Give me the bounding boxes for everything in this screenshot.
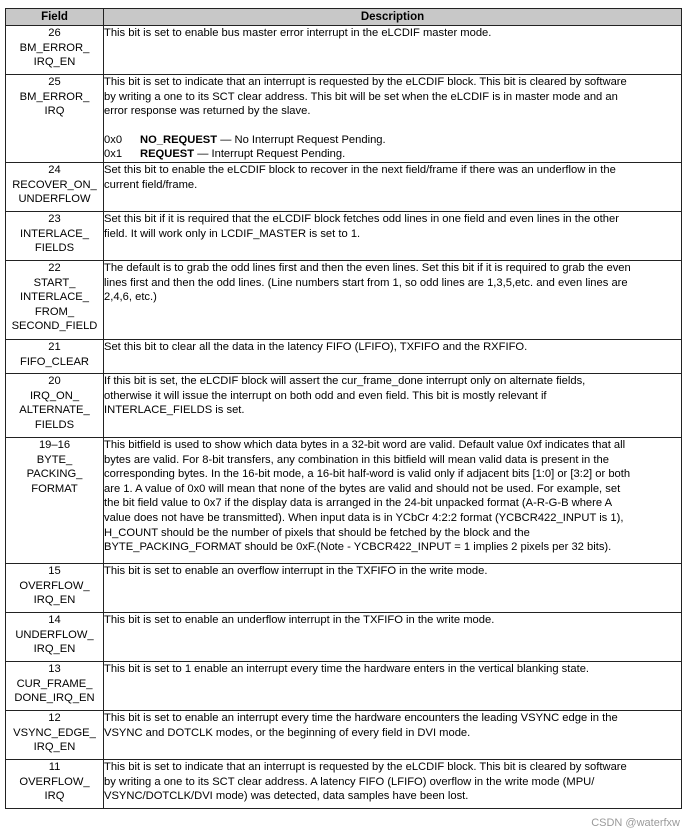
field-name-line: BM_ERROR_ bbox=[19, 90, 90, 103]
description-line: INTERLACE_FIELDS is set. bbox=[104, 404, 245, 417]
field-name-line: ALTERNATE_ bbox=[19, 404, 90, 417]
field-cell bbox=[6, 612, 104, 661]
field-cell bbox=[6, 437, 104, 563]
field-name-line: IRQ_EN bbox=[33, 56, 76, 69]
description-line: This bitfield is used to show which data bytes in a 32-bit word are valid. Default value 0xf indicates that all bbox=[104, 438, 626, 451]
description-line: current field/frame. bbox=[104, 178, 198, 191]
watermark: CSDN @waterfxw bbox=[591, 817, 680, 829]
description-line: If this bit is set, the eLCDIF block will assert the cur_frame_done interrupt only on alternate fields, bbox=[104, 374, 586, 387]
table-row bbox=[6, 211, 682, 260]
field-name-line: UNDERFLOW bbox=[18, 193, 91, 206]
field-name-line: UNDERFLOW_ bbox=[15, 628, 94, 641]
field-cell bbox=[6, 661, 104, 710]
field-name-line: BYTE_ bbox=[36, 453, 73, 466]
description-cell bbox=[104, 759, 682, 808]
enum-value: 0x0 bbox=[104, 133, 123, 146]
description-cell bbox=[104, 437, 682, 563]
table-row bbox=[6, 26, 682, 75]
description-line: This bit is set to indicate that an interrupt is requested by the eLCDIF block. This bit is cleared by software bbox=[104, 76, 627, 88]
field-cell bbox=[6, 563, 104, 612]
field-name-line: FORMAT bbox=[31, 482, 78, 495]
description-cell bbox=[104, 612, 682, 661]
description-line: The default is to grab the odd lines first and then the even lines. Set this bit if it is required to grab the even bbox=[104, 261, 631, 274]
description-cell bbox=[104, 339, 682, 373]
field-bit-range: 12 bbox=[48, 711, 61, 724]
description-cell bbox=[104, 710, 682, 759]
field-bit-range: 15 bbox=[48, 564, 61, 577]
field-cell bbox=[6, 211, 104, 260]
description-line: This bit is set to enable an underflow interrupt in the TXFIFO in the write mode. bbox=[104, 613, 495, 626]
field-bit-range: 11 bbox=[48, 760, 61, 773]
description-line: error response was returned by the slave. bbox=[104, 105, 311, 118]
field-name-line: PACKING_ bbox=[26, 468, 83, 481]
table-row bbox=[6, 661, 682, 710]
description-line: bytes are valid. For 8-bit transfers, any combination in this bitfield will mean valid data is present in the bbox=[104, 453, 609, 466]
enum-description: — No Interrupt Request Pending. bbox=[217, 133, 386, 146]
table-row bbox=[6, 710, 682, 759]
field-bit-range: 23 bbox=[48, 212, 61, 225]
table-header-row bbox=[6, 9, 682, 26]
table-row bbox=[6, 759, 682, 808]
field-name-line: FIFO_CLEAR bbox=[19, 355, 89, 368]
field-name-line: OVERFLOW_ bbox=[19, 775, 90, 788]
field-cell bbox=[6, 260, 104, 339]
field-name-line: IRQ_EN bbox=[33, 643, 76, 656]
description-line: field. It will work only in LCDIF_MASTER is set to 1. bbox=[104, 227, 361, 240]
description-line: corresponding bytes. In the 16-bit mode, a 16-bit half-word is valid only if adjacent bits [1:0] or [3:2] or both bbox=[104, 468, 631, 481]
table-row bbox=[6, 437, 682, 563]
enum-description: — Interrupt Request Pending. bbox=[194, 148, 346, 161]
field-name-line: IRQ bbox=[44, 790, 65, 803]
description-cell bbox=[104, 26, 682, 75]
enum-name: NO_REQUEST bbox=[140, 133, 218, 146]
description-line: This bit is set to 1 enable an interrupt every time the hardware enters in the vertical blanking state. bbox=[104, 662, 590, 675]
description-line: value does not have be transmitted). When input data is in YCbCr 4:2:2 format (YCBCR422_INPUT is 1), bbox=[104, 511, 624, 524]
table-row bbox=[6, 75, 682, 163]
field-bit-range: 26 bbox=[48, 27, 61, 39]
field-name-line: INTERLACE_ bbox=[19, 291, 89, 304]
enum-spacer bbox=[104, 119, 681, 133]
field-cell bbox=[6, 710, 104, 759]
description-line: This bit is set to indicate that an interrupt is requested by the eLCDIF block. This bit is cleared by software bbox=[104, 760, 627, 773]
field-bit-range: 20 bbox=[48, 374, 61, 387]
table-row bbox=[6, 162, 682, 211]
description-line: are 1. A value of 0x0 will mean that none of the bytes are valid and should not be used. For example, set bbox=[104, 482, 621, 495]
description-line: otherwise it will issue the interrupt on both odd and even field. This bit is mostly relevant if bbox=[104, 389, 547, 402]
field-name-line: CUR_FRAME_ bbox=[16, 677, 93, 690]
field-name-line: FIELDS bbox=[34, 418, 75, 431]
description-line: Set this bit if it is required that the eLCDIF block fetches odd lines in one field and even lines in the other bbox=[104, 212, 619, 225]
field-name-line: DONE_IRQ_EN bbox=[14, 692, 95, 705]
field-cell bbox=[6, 759, 104, 808]
field-name-line: SECOND_FIELD bbox=[11, 320, 98, 333]
field-name-line: FROM_ bbox=[34, 305, 75, 318]
description-line: This bit is set to enable an overflow interrupt in the TXFIFO in the write mode. bbox=[104, 564, 488, 577]
field-cell bbox=[6, 373, 104, 437]
description-line: H_COUNT should be the number of pixels that should be fetched by the block and the bbox=[104, 526, 530, 539]
field-cell bbox=[6, 75, 104, 163]
description-cell bbox=[104, 75, 682, 163]
table-row bbox=[6, 373, 682, 437]
description-line: lines first and then the odd lines. (Line numbers start from 1, so odd lines are 1,3,5,etc. and even lines are bbox=[104, 276, 628, 289]
description-line: the bit field value to 0x7 if the display data is arranged in the 24-bit unpacked format (A-R-G-B where A bbox=[104, 497, 613, 510]
field-name-line: OVERFLOW_ bbox=[19, 579, 90, 592]
field-bit-range: 14 bbox=[48, 613, 61, 626]
field-bit-range: 13 bbox=[48, 662, 61, 675]
description-cell bbox=[104, 563, 682, 612]
description-line: Set this bit to clear all the data in the latency FIFO (LFIFO), TXFIFO and the RXFIFO. bbox=[104, 340, 528, 353]
description-line: This bit is set to enable an interrupt every time the hardware encounters the leading VSYNC edge in the bbox=[104, 711, 618, 724]
field-name-line: INTERLACE_ bbox=[19, 227, 89, 240]
table-row bbox=[6, 260, 682, 339]
field-bit-range: 24 bbox=[48, 163, 61, 176]
enum-value-line bbox=[104, 147, 681, 162]
field-column-header: Field bbox=[6, 9, 104, 26]
description-line: Set this bit to enable the eLCDIF block to recover in the next field/frame if there was an underflow in the bbox=[104, 163, 616, 176]
field-bit-range: 19–16 bbox=[38, 438, 71, 451]
description-cell bbox=[104, 373, 682, 437]
field-cell bbox=[6, 339, 104, 373]
table-row bbox=[6, 612, 682, 661]
description-line: VSYNC and DOTCLK modes, or the beginning of every field in DVI mode. bbox=[104, 726, 471, 739]
description-cell bbox=[104, 211, 682, 260]
field-name-line: VSYNC_EDGE_ bbox=[13, 726, 96, 739]
description-line: by writing a one to its SCT clear address. A latency FIFO (LFIFO) overflow in the write mode (MPU/ bbox=[104, 775, 595, 788]
enum-name: REQUEST bbox=[140, 148, 195, 161]
table-row bbox=[6, 339, 682, 373]
description-line: by writing a one to its SCT clear address. This bit will be set when the eLCDIF is in master mode and an bbox=[104, 90, 618, 103]
field-name-line: START_ bbox=[33, 276, 76, 289]
field-bit-range: 21 bbox=[48, 340, 61, 353]
description-line: VSYNC/DOTCLK/DVI mode) was detected, data samples have been lost. bbox=[104, 790, 469, 803]
description-line: BYTE_PACKING_FORMAT should be 0xF.(Note - YCBCR422_INPUT = 1 implies 2 pixels per 32 bits). bbox=[104, 541, 612, 554]
field-name-line: IRQ_ON_ bbox=[29, 389, 80, 402]
description-column-header: Description bbox=[104, 9, 682, 26]
field-name-line: IRQ bbox=[44, 105, 65, 118]
field-name-line: IRQ_EN bbox=[33, 741, 76, 754]
description-line: This bit is set to enable bus master error interrupt in the eLCDIF master mode. bbox=[104, 27, 492, 39]
description-cell bbox=[104, 162, 682, 211]
description-cell bbox=[104, 661, 682, 710]
field-name-line: FIELDS bbox=[34, 242, 75, 255]
field-name-line: IRQ_EN bbox=[33, 594, 76, 607]
enum-value-line bbox=[104, 133, 681, 148]
field-cell bbox=[6, 162, 104, 211]
field-name-line: BM_ERROR_ bbox=[19, 41, 90, 54]
description-cell bbox=[104, 260, 682, 339]
description-line: 2,4,6, etc.) bbox=[104, 291, 157, 304]
field-cell bbox=[6, 26, 104, 75]
enum-value: 0x1 bbox=[104, 148, 123, 161]
field-name-line: RECOVER_ON_ bbox=[12, 178, 97, 191]
field-bit-range: 22 bbox=[48, 261, 61, 274]
table-row bbox=[6, 563, 682, 612]
field-bit-range: 25 bbox=[48, 76, 61, 88]
register-field-table bbox=[5, 8, 682, 809]
